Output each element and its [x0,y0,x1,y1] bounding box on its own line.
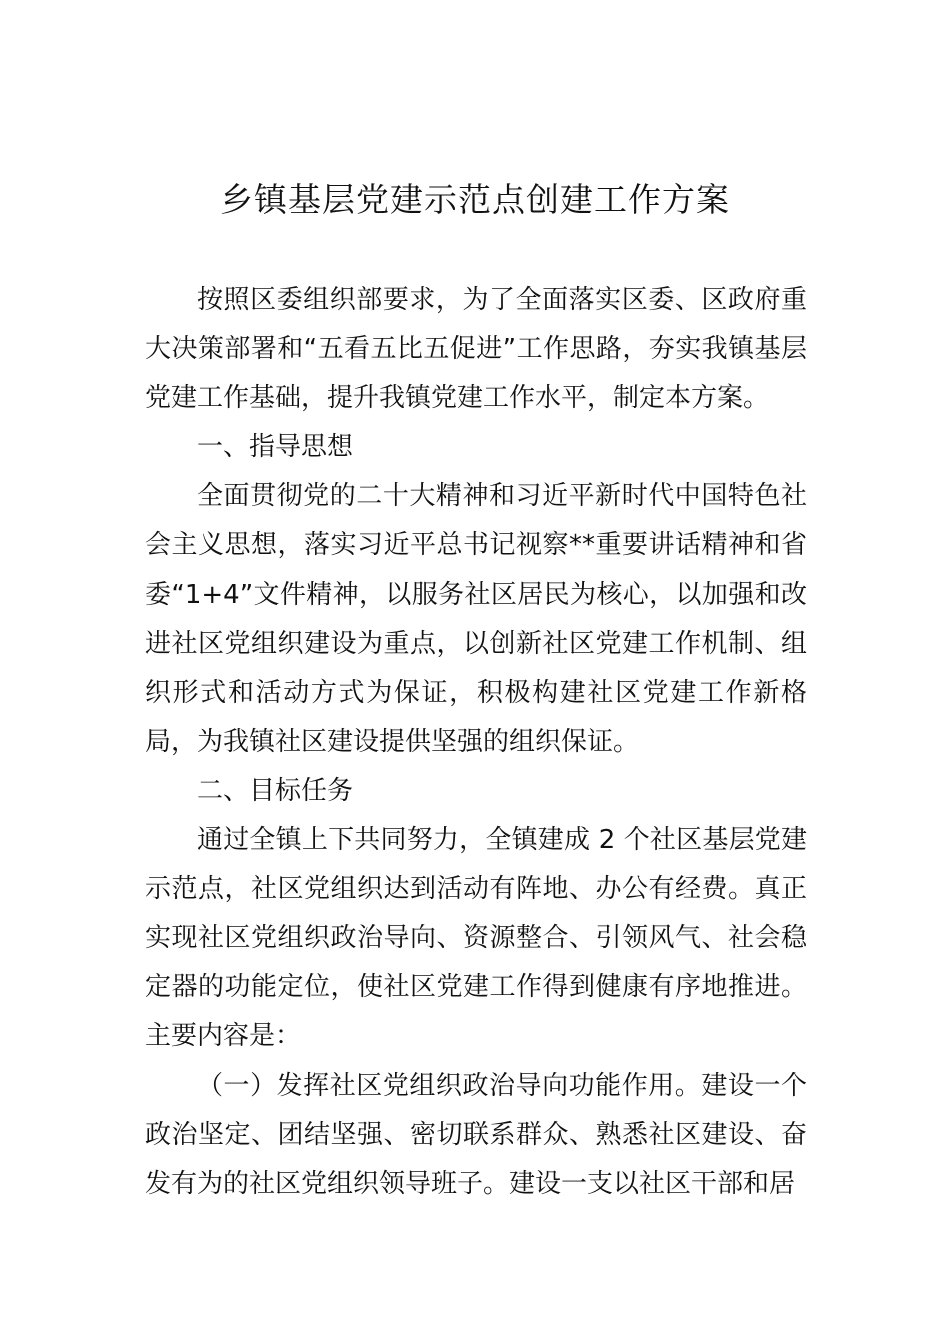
guiding-ideology-paragraph: 全面贯彻党的二十大精神和习近平新时代中国特色社会主义思想，落实习近平总书记视察**重要讲话精神和省委“1+4”文件精神，以服务社区居民为核心，以加强和改进社区党组织建设为重点，以创新社区党建工作机制、组织形式和活动方式为保证，积极构建社区党建工作新格局，为我镇社区建设提供坚强的组织保证。 [145,481,807,757]
document-body [145,276,807,1209]
section-heading-guiding-ideology: 一、指导思想 [197,432,354,463]
section-heading-goals-tasks: 二、目标任务 [197,775,354,806]
intro-paragraph: 按照区委组织部要求，为了全面落实区委、区政府重大决策部署和“五看五比五促进”工作思路，夯实我镇基层党建工作基础，提升我镇党建工作水平，制定本方案。 [145,285,807,414]
document-title: 乡镇基层党建示范点创建工作方案 [220,180,730,219]
goals-tasks-paragraph: 通过全镇上下共同努力，全镇建成 2 个社区基层党建示范点，社区党组织达到活动有阵地、办公有经费。真正实现社区党组织政治导向、资源整合、引领风气、社会稳定器的功能定位，使社区党建工作得到健康有序地推进。主要内容是： [145,825,807,1052]
subsection-paragraph-1: （一）发挥社区党组织政治导向功能作用。建设一个政治坚定、团结坚强、密切联系群众、熟悉社区建设、奋发有为的社区党组织领导班子。建设一支以社区干部和居 [145,1070,807,1199]
